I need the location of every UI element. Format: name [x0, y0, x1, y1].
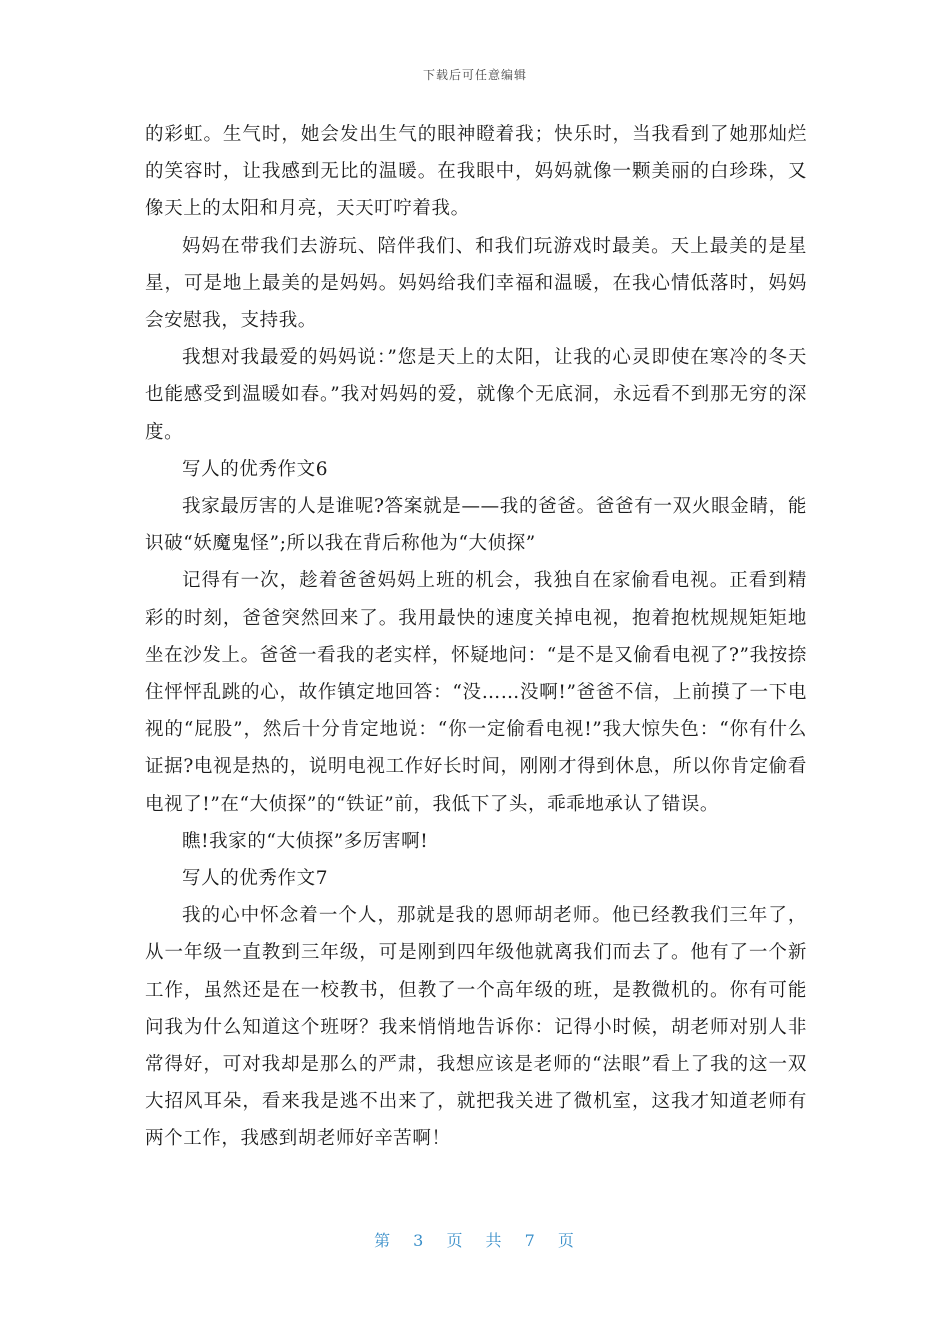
paragraph: 瞧!我家的“大侦探”多厉害啊! — [182, 830, 429, 852]
paragraph: 妈妈在带我们去游玩、陪伴我们、和我们玩游戏时最美。天上最美的是星星，可是地上最美的是妈妈。妈妈给我们幸福和温暖，在我心情低落时，妈妈会安慰我，支持我。 — [145, 235, 807, 332]
paragraph: 我的心中怀念着一个人，那就是我的恩师胡老师。他已经教我们三年了，从一年级一直教到三年级，可是刚到四年级他就离我们而去了。他有了一个新工作，虽然还是在一校教书，但教了一个高年级的班，是教微机的。你有可能问我为什么知道这个班呀？我来悄悄地告诉你：记得小时候，胡老师对别人非常得好，可对我却是那么的严肃，我想应该是老师的“法眼”看上了我的这一双大招风耳朵，看来我是逃不出来了，就把我关进了微机室，这我才知道老师有两个工作，我感到胡老师好辛苦啊！ — [145, 905, 807, 1150]
paragraph: 的彩虹。生气时，她会发出生气的眼神瞪着我；快乐时，当我看到了她那灿烂的笑容时，让我感到无比的温暖。在我眼中，妈妈就像一颗美丽的白珍珠，又像天上的太阳和月亮，天天叮咛着我。 — [145, 124, 807, 220]
document-body — [145, 116, 807, 1158]
paragraph: 记得有一次，趁着爸爸妈妈上班的机会，我独自在家偷看电视。正看到精彩的时刻，爸爸突然回来了。我用最快的速度关掉电视，抱着抱枕规规矩矩地坐在沙发上。爸爸一看我的老实样，怀疑地问：“是不是又偷看电视了?”我按捺住怦怦乱跳的心，故作镇定地回答：“没……没啊!”爸爸不信，上前摸了一下电视的“屁股”，然后十分肯定地说：“你一定偷看电视!”我大惊失色：“你有什么证据?电视是热的，说明电视工作好长时间，刚刚才得到休息，所以你肯定偷看电视了!”在“大侦探”的“铁证”前，我低下了头，乖乖地承认了错误。 — [145, 570, 807, 815]
header-note: 下载后可任意编辑 — [422, 68, 527, 82]
section-heading: 写人的优秀作文7 — [182, 868, 329, 890]
paragraph: 我家最厉害的人是谁呢?答案就是——我的爸爸。爸爸有一双火眼金睛，能识破“妖魔鬼怪”;所以我在背后称他为“大侦探” — [145, 496, 807, 555]
page-number: 第 3 页 共 7 页 — [374, 1231, 576, 1250]
paragraph: 我想对我最爱的妈妈说：”您是天上的太阳，让我的心灵即使在寒冷的冬天也能感受到温暖如春。”我对妈妈的爱，就像个无底洞，永远看不到那无穷的深度。 — [145, 347, 807, 443]
section-heading: 写人的优秀作文6 — [182, 458, 329, 480]
